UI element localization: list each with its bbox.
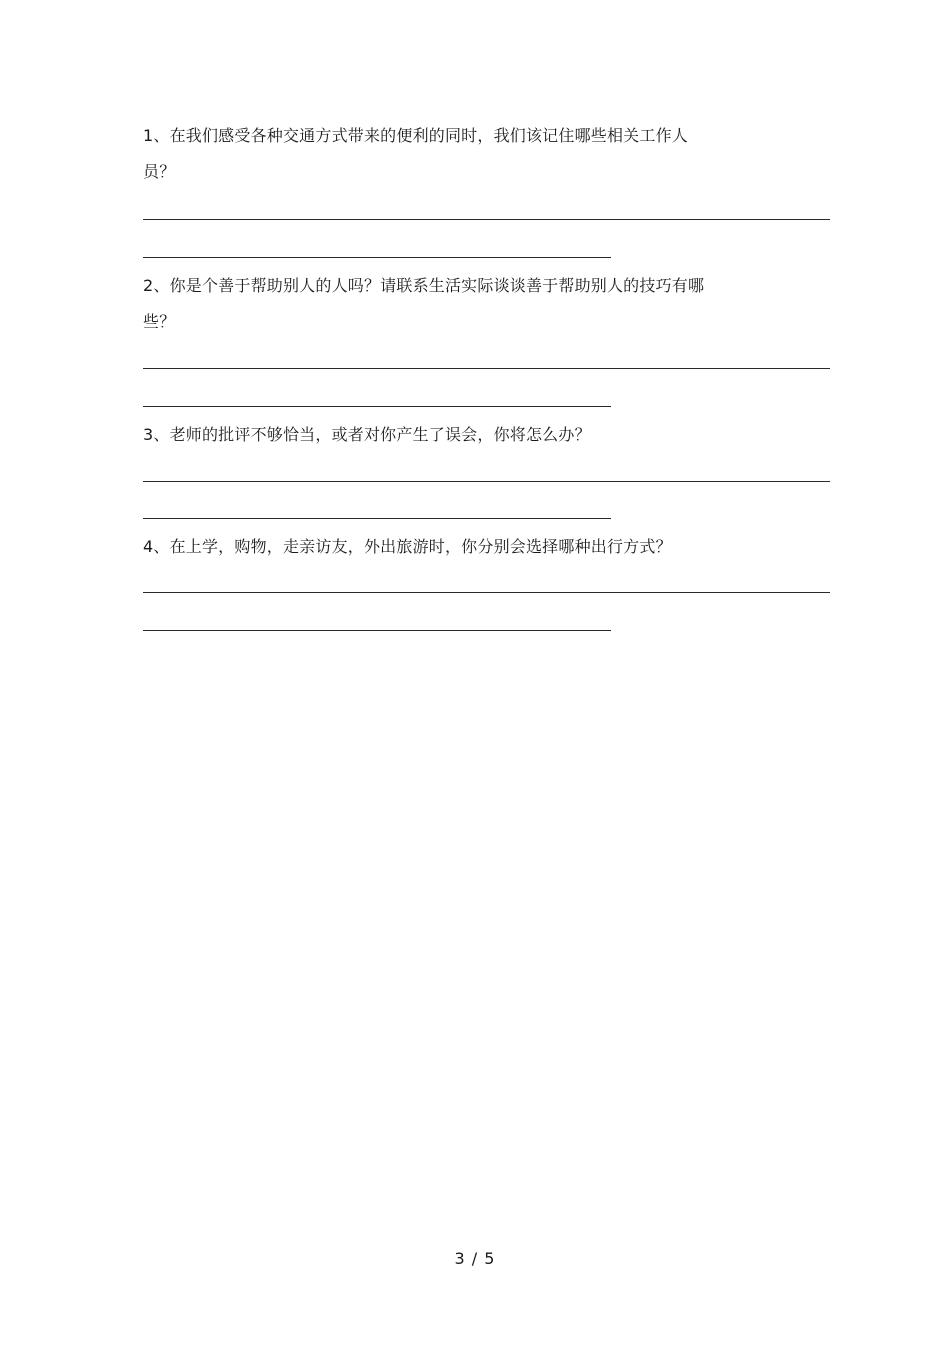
question-4-answer-line-1[interactable] xyxy=(143,592,830,593)
question-1-answer-line-1[interactable] xyxy=(143,219,830,220)
question-1-text-line-2: 员？ xyxy=(143,162,176,181)
question-2-text-line-2: 些？ xyxy=(143,312,176,331)
question-3-answer-line-2[interactable] xyxy=(143,518,611,519)
question-2-answer-line-1[interactable] xyxy=(143,368,830,369)
question-1-text-line-1: 1、在我们感受各种交通方式带来的便利的同时，我们该记住哪些相关工作人 xyxy=(143,126,688,145)
question-4-answer-line-2[interactable] xyxy=(143,630,611,631)
question-4-text: 4、在上学，购物，走亲访友，外出旅游时，你分别会选择哪种出行方式？ xyxy=(143,537,672,556)
question-1-answer-line-2[interactable] xyxy=(143,257,611,258)
question-3-text: 3、老师的批评不够恰当，或者对你产生了误会，你将怎么办？ xyxy=(143,425,591,444)
page-number: 3 / 5 xyxy=(454,1249,496,1268)
question-2-answer-line-2[interactable] xyxy=(143,406,611,407)
question-3-answer-line-1[interactable] xyxy=(143,481,830,482)
question-2-text-line-1: 2、你是个善于帮助别人的人吗？请联系生活实际谈谈善于帮助别人的技巧有哪 xyxy=(143,276,705,295)
